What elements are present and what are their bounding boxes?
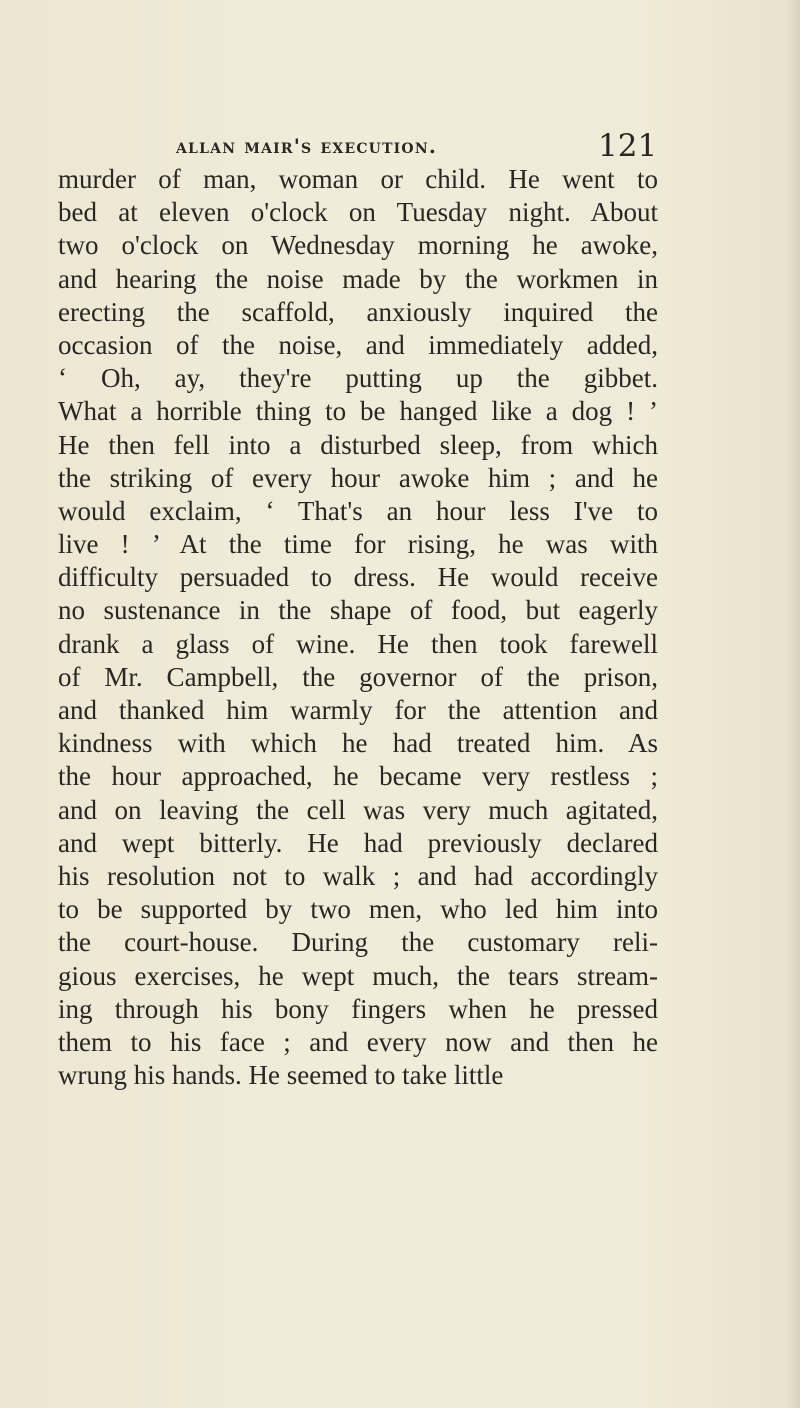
running-title: allan mair's execution. bbox=[176, 134, 437, 158]
text-line: drank a glass of wine. He then took farewell bbox=[58, 628, 658, 659]
text-line: kindness with which he had treated him. As bbox=[58, 728, 658, 759]
text-line: of Mr. Campbell, the governor of the prison, bbox=[58, 661, 658, 692]
text-line: the striking of every hour awoke him ; and he bbox=[58, 462, 658, 493]
text-line: He then fell into a disturbed sleep, from which bbox=[58, 429, 658, 460]
text-line: What a horrible thing to be hanged like a dog ! ’ bbox=[58, 396, 658, 427]
text-line: and hearing the noise made by the workmen in bbox=[58, 263, 658, 294]
text-line: and wept bitterly. He had previously declared bbox=[58, 827, 658, 858]
text-line: and on leaving the cell was very much agitated, bbox=[58, 794, 658, 825]
page-number: 121 bbox=[598, 128, 658, 164]
text-line: no sustenance in the shape of food, but eagerly bbox=[58, 595, 658, 626]
text-line: live ! ’ At the time for rising, he was with bbox=[58, 529, 658, 560]
page-edge-shadow bbox=[786, 0, 800, 1408]
text-line: to be supported by two men, who led him into bbox=[58, 894, 658, 925]
text-line: them to his face ; and every now and then he bbox=[58, 1026, 658, 1057]
text-line: and thanked him warmly for the attention and bbox=[58, 695, 658, 725]
text-line: his resolution not to walk ; and had accordingly bbox=[58, 860, 658, 891]
text-line: murder of man, woman or child. He went to bbox=[58, 164, 658, 194]
text-line: the hour approached, he became very restless ; bbox=[58, 761, 658, 792]
body-paragraph bbox=[58, 163, 658, 1092]
text-line: bed at eleven o'clock on Tuesday night. About bbox=[58, 197, 658, 228]
text-line: gious exercises, he wept much, the tears stream- bbox=[58, 960, 658, 991]
text-line: would exclaim, ‘ That's an hour less I've to bbox=[58, 495, 658, 526]
text-line: occasion of the noise, and immediately added, bbox=[58, 329, 658, 360]
text-line: wrung his hands. He seemed to take little bbox=[58, 1060, 504, 1091]
text-line: difficulty persuaded to dress. He would receive bbox=[58, 562, 658, 593]
text-line: ing through his bony fingers when he pressed bbox=[58, 993, 658, 1024]
text-line: two o'clock on Wednesday morning he awoke, bbox=[58, 230, 658, 261]
text-line: erecting the scaffold, anxiously inquired the bbox=[58, 296, 658, 327]
text-line: ‘ Oh, ay, they're putting up the gibbet. bbox=[58, 363, 658, 394]
text-line: the court-house. During the customary reli- bbox=[58, 927, 658, 958]
